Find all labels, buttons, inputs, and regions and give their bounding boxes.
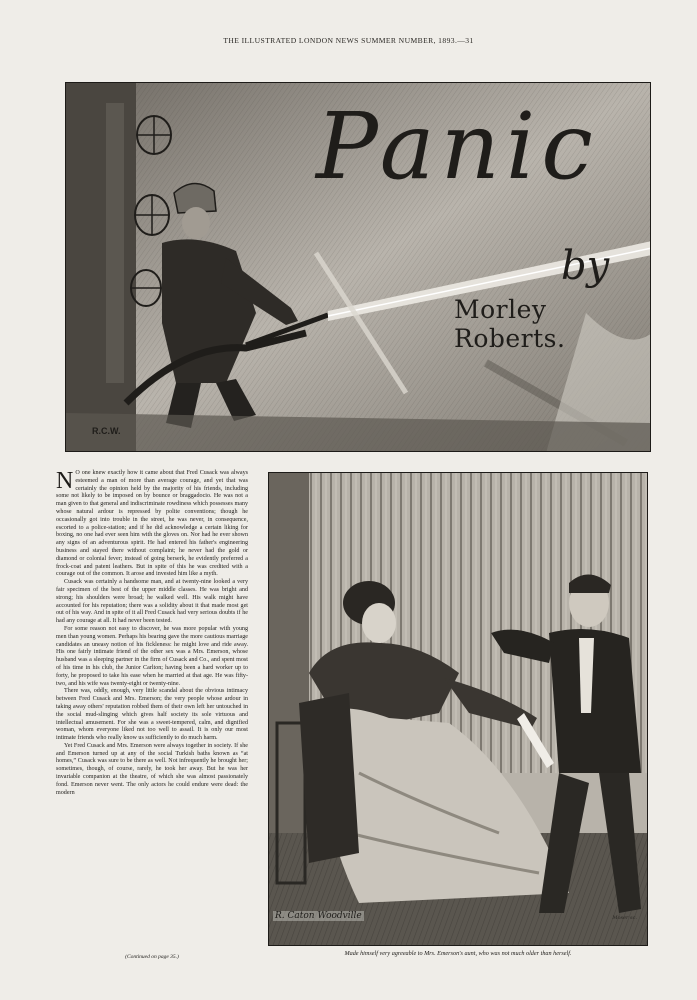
engraver-signature: Moser sc. <box>612 915 637 921</box>
article-paragraph: Yet Fred Cusack and Mrs. Emerson were always together in society. If she and Emerson turned up at any of the social Turkish baths known as “at homes,” Cusack was sure to be there as well. Not infrequently he brought her; sometimes, though, of course, rarely, he took her away. But he was her invariable companion at the theatre, of which she was almost passionately fond. Emerson never went. The only actors he could endure were dead: the modern <box>56 742 248 796</box>
article-paragraph: Cusack was certainly a handsome man, and at twenty-nine looked a very fair specimen of the best of the upper middle classes. He was bright and strong; his shoulders were broad; he walked well. His walk might have accounted for his reputation; there was a solidity about it that made most get out of his way. And in spite of it all Fred Cusack had very serious doubts if he had any courage at all. It had never been tested. <box>56 579 248 625</box>
article-paragraph: N O one knew exactly how it came about that Fred Cusack was always esteemed a man of more than average courage, and yet that was certainly the opinion held by the majority of his friends, including some not likely to be imposed on by bounce or braggadocio. He was not a man given to that general and indiscriminate rowdiness which possesses many whose natural ardour is repressed by polite conventions; though he occasionally got into trouble in the street, he was never, in consequence, escorted to a police-station; and if he did acknowledge a certain liking for boxing, no one had ever seen him with the gloves on. Nor had he ever shown any signs of an adventurous spirit. He had entered his father's engineering business and stayed there without complaint; he never had the gold or diamond or colonial fever; instead of going berserk, he evidently preferred a frock-coat and patent leathers. But in spite of this he was credited with a courage out of the common. It arose and invested him like a myth. <box>56 468 248 578</box>
running-head: THE ILLUSTRATED LONDON NEWS SUMMER NUMBER, 1893.—31 <box>223 36 474 45</box>
header-illustration <box>65 82 651 452</box>
drop-cap: N <box>56 468 74 494</box>
continued-note: (Continued on page 35.) <box>125 954 179 960</box>
article-text <box>56 470 248 797</box>
artist-signature-scene: R. Caton Woodville <box>275 911 362 921</box>
title-by: by <box>561 243 610 289</box>
artist-signature-header: R.C.W. <box>92 426 121 436</box>
story-title: Panic <box>316 93 599 200</box>
article-paragraph: There was, oddly, enough, very little scandal about the obvious intimacy between Fred Cusack and Mrs. Emerson; the very people whose ardour in taking away others' reputation robbed them of their own left her untouched in the social mud-slinging which gives half society its sole virtuous and intellectual amusement. For she was a sweet-tempered, calm, and dignified woman, whom everyone liked not too well to assail. It is only our most intimate friends who really know us sufficiently to do much harm. <box>56 688 248 742</box>
scene-illustration <box>268 472 648 946</box>
parlour-scene-engraving <box>269 473 648 946</box>
author-name: Morley Roberts. <box>454 295 566 353</box>
scene-caption: Made himself very agreeable to Mrs. Emerson's aunt, who was not much older than herself. <box>344 950 572 957</box>
article-paragraph: For some reason not easy to discover, he was more popular with young men than young women. Perhaps his bearing gave the more cautious marriage candidates an uneasy notion of his fickleness: he might love and ride away. His one fairly intimate friend of the other sex was a Mrs. Emerson, whose husband was a sleeping partner in the firm of Cusack and Co., and spent most of his time in his club, the Junior Carlton; having been a hard worker up to forty, he proposed to take his ease when he married at that age. He was fifty-two, and his wife was twenty-eight or twenty-nine. <box>56 625 248 687</box>
